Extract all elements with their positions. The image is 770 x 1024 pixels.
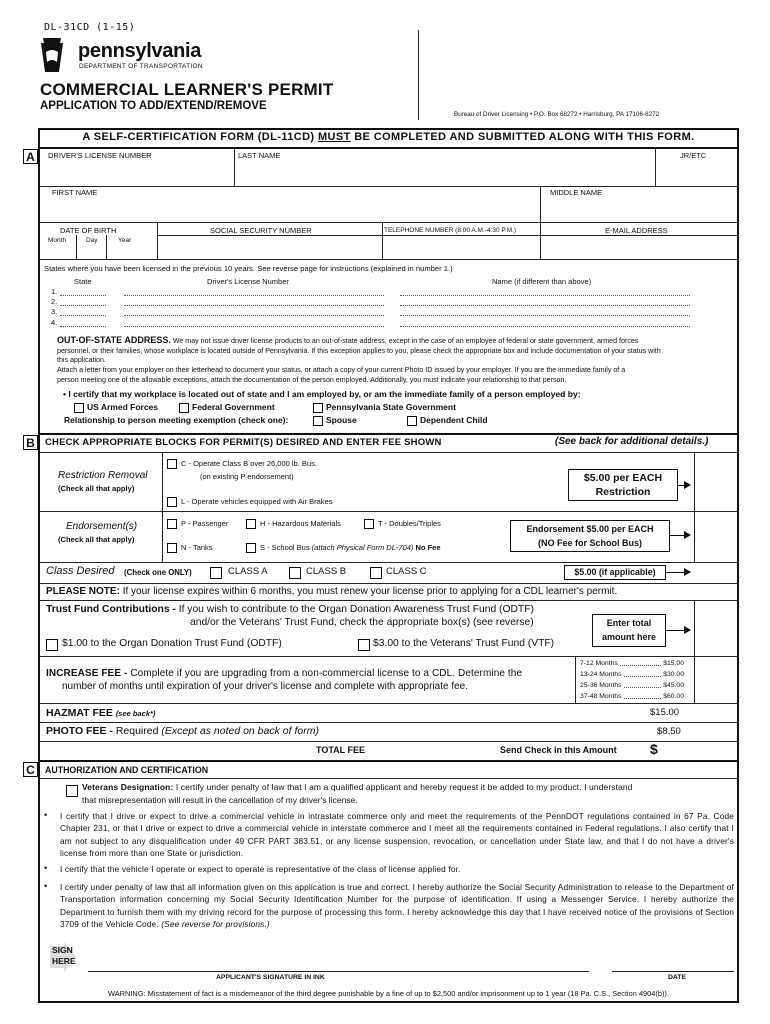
veterans-line1: Veterans Designation: I certify under penalty of law that I am a qualified applicant and hereby request it be added to my product. I understand xyxy=(82,782,633,792)
send-check-label: Send Check in this Amount xyxy=(500,745,617,755)
warning-text: WARNING: Misstatement of fact is a misdemeanor of the third degree punishable by a fine of up to $2,500 and/or imprisonment up to 1 year (18 Pa. C.S., Section 4904(b)). xyxy=(108,989,669,998)
last-name-label: LAST NAME xyxy=(238,151,281,160)
arrow-icon xyxy=(666,572,690,573)
section-c-heading: AUTHORIZATION AND CERTIFICATION xyxy=(45,765,209,775)
dl-entry-line[interactable] xyxy=(124,305,384,306)
dl-entry-line[interactable] xyxy=(124,295,384,296)
total-fee-label: TOTAL FEE xyxy=(316,745,366,755)
ssn-field[interactable] xyxy=(160,237,380,258)
total-amount-field[interactable] xyxy=(662,744,736,758)
certification-3: I certify under penalty of law that all information given on this application is true and correct. I hereby authorize the Social Security Administration to release to the Department of Transportation information concerning my Social Security Identification Number for the purpose of identification. If using a Messenger Service, I hereby authorize the Department to furnish them with my driving record for the purpose of processing this form. I hereby acknowledge this day that I have received notice of the provisions of Section 3709 of the Vehicle Code. (See reverse for provisions.) xyxy=(60,882,734,930)
bullet-icon: • xyxy=(44,863,48,873)
telephone-label: TELEPHONE NUMBER (8:00 A.M.-4:30 P.M.) xyxy=(384,227,517,234)
fee-table-row: 7-12 Months $15.00 xyxy=(580,660,684,667)
class-desired-label: Class Desired xyxy=(46,565,115,577)
signature-label: APPLICANT'S SIGNATURE IN INK xyxy=(216,974,325,981)
endorse-h-checkbox[interactable] xyxy=(246,519,256,529)
veterans-checkbox[interactable] xyxy=(66,785,78,797)
workplace-certify: • I certify that my workplace is located out of state and I am employed by, or am the immediate family of a person employed by: xyxy=(63,389,581,399)
arrow-icon xyxy=(666,630,690,631)
date-label: DATE xyxy=(668,974,686,981)
ssn-label: SOCIAL SECURITY NUMBER xyxy=(210,226,312,235)
dob-month-label: Month xyxy=(48,237,67,244)
first-name-field[interactable] xyxy=(42,197,537,220)
state-row-number: 3. xyxy=(51,307,58,316)
trust-fund-line2: and/or the Veterans' Trust Fund, check the appropriate box(s) (see reverse) xyxy=(190,617,534,628)
dollar-sign: $ xyxy=(650,741,658,757)
email-label: E-MAIL ADDRESS xyxy=(605,226,668,235)
restriction-c-label: C - Operate Class B over 26,000 lb. Bus. xyxy=(181,459,317,468)
page-title: COMMERCIAL LEARNER'S PERMIT xyxy=(40,80,334,99)
logo-name: pennsylvania xyxy=(78,40,202,62)
logo-subtitle: DEPARTMENT OF TRANSPORTATION xyxy=(79,63,203,70)
keystone-logo-icon xyxy=(40,38,64,72)
state-entry-line[interactable] xyxy=(60,326,106,327)
date-field[interactable] xyxy=(612,950,734,970)
check-all-endorsement: (Check all that apply) xyxy=(58,535,135,544)
bullet-icon: • xyxy=(44,881,48,891)
odtf-checkbox[interactable] xyxy=(46,639,58,651)
arrow-icon xyxy=(670,535,690,536)
hazmat-fee-value: $15.00 xyxy=(650,707,680,718)
trust-total-box: Enter total amount here xyxy=(592,614,666,647)
bullet-icon: • xyxy=(44,810,48,820)
certification-1: I certify that I drive or expect to drive a commercial vehicle in intrastate commerce only and meet the requirements of the PennDOT regulations contained in 67 Pa. Code Chapter 231, or that I drive or expect to drive a commercial vehicle in interstate commerce and I meet all the requirements contained in Federal regulations. I also certify that I am not subject to any disqualification under 49 CFR PART 383.51, or any license suspension, revocation, or cancellation under State law, and that I do not have a driver's license from more than one State or jurisdiction. xyxy=(60,811,734,859)
federal-gov-checkbox[interactable] xyxy=(179,403,189,413)
armed-forces-checkbox[interactable] xyxy=(74,403,84,413)
col-dl-number: Driver's License Number xyxy=(207,277,289,286)
restriction-removal-label: Restriction Removal xyxy=(58,470,148,481)
veterans-line2: that misrepresentation will result in the cancellation of my driver's license. xyxy=(82,795,358,805)
armed-forces-label: US Armed Forces xyxy=(87,402,159,412)
section-b-heading: CHECK APPROPRIATE BLOCKS FOR PERMIT(S) DESIRED AND ENTER FEE SHOWN xyxy=(45,437,442,448)
vtf-label: $3.00 to the Veterans' Trust Fund (VTF) xyxy=(373,638,555,649)
restriction-l-checkbox[interactable] xyxy=(167,497,177,507)
dl-entry-line[interactable] xyxy=(124,315,384,316)
odtf-label: $1.00 to the Organ Donation Trust Fund (ODTF) xyxy=(62,638,282,649)
state-row-number: 4. xyxy=(51,318,58,327)
state-row-number: 2. xyxy=(51,297,58,306)
email-field[interactable] xyxy=(543,237,736,258)
photo-fee-value: $8.50 xyxy=(657,726,681,737)
increase-fee-line1: INCREASE FEE - Complete if you are upgrading from a non-commercial license to a CDL. Determine the xyxy=(46,668,523,679)
endorse-s-checkbox[interactable] xyxy=(246,543,256,553)
last-name-field[interactable] xyxy=(237,160,653,184)
col-other-name: Name (if different than above) xyxy=(492,277,592,286)
endorse-s-label: S - School Bus (attach Physical Form DL-704) No Fee xyxy=(260,543,441,552)
pa-state-gov-checkbox[interactable] xyxy=(313,403,323,413)
dob-year-label: Year xyxy=(118,237,132,244)
class-a-label: CLASS A xyxy=(228,566,268,577)
check-all-restriction: (Check all that apply) xyxy=(58,484,135,493)
class-b-checkbox[interactable] xyxy=(289,567,301,579)
hazmat-fee-label: HAZMAT FEE (see back*) xyxy=(46,707,156,719)
first-name-label: FIRST NAME xyxy=(52,188,98,197)
jr-etc-label: JR/ETC xyxy=(680,151,707,160)
endorse-n-label: N - Tanks xyxy=(181,543,213,552)
class-fee-box: $5.00 (if applicable) xyxy=(564,565,666,580)
trust-fund-line1: Trust Fund Contributions - If you wish to contribute to the Organ Donation Awareness Trust Fund (ODTF) xyxy=(46,604,534,615)
fee-table-row: 25-36 Months $45.00 xyxy=(580,682,684,689)
bureau-address: Bureau of Driver Licensing • P.O. Box 68272 • Harrisburg, PA 17106-8272 xyxy=(454,111,660,118)
see-back-note: (See back for additional details.) xyxy=(555,436,709,447)
page-subtitle: APPLICATION TO ADD/EXTEND/REMOVE xyxy=(40,100,267,112)
state-entry-line[interactable] xyxy=(60,305,106,306)
endorse-p-checkbox[interactable] xyxy=(167,519,177,529)
dl-number-field[interactable] xyxy=(42,160,232,184)
endorse-h-label: H - Hazardous Materials xyxy=(260,519,341,528)
jr-etc-field[interactable] xyxy=(658,160,736,184)
relationship-label: Relationship to person meeting exemption (check one): xyxy=(64,415,289,425)
increase-fee-line2: number of months until expiration of your driver's license and complete with appropriate fee. xyxy=(62,681,469,692)
check-one-note: (Check one ONLY) xyxy=(124,568,192,577)
state-row-number: 1. xyxy=(51,287,58,296)
state-entry-line[interactable] xyxy=(60,295,106,296)
endorse-t-checkbox[interactable] xyxy=(364,519,374,529)
signature-field[interactable] xyxy=(90,950,590,970)
dob-day-label: Day xyxy=(86,237,98,244)
middle-name-label: MIDDLE NAME xyxy=(550,188,603,197)
section-b-marker: B xyxy=(23,435,38,450)
increase-fee-table xyxy=(580,658,684,702)
self-cert-banner: A SELF-CERTIFICATION FORM (DL-11CD) MUST BE COMPLETED AND SUBMITTED ALONG WITH THIS FORM. xyxy=(82,131,695,143)
class-b-label: CLASS B xyxy=(306,566,347,577)
sign-here-label: SIGN HERE xyxy=(52,945,76,966)
class-c-label: CLASS C xyxy=(386,566,427,577)
col-state: State xyxy=(74,277,92,286)
name-entry-line[interactable] xyxy=(400,295,690,296)
state-entry-line[interactable] xyxy=(60,315,106,316)
dob-label: DATE OF BIRTH xyxy=(60,226,117,235)
endorsement-fee-box: Endorsement $5.00 per EACH (NO Fee for School Bus) xyxy=(510,520,670,552)
class-c-checkbox[interactable] xyxy=(370,567,382,579)
class-a-checkbox[interactable] xyxy=(210,567,222,579)
certification-2: I certify that the vehicle I operate or expect to operate is representative of the class of license applied for. xyxy=(60,864,461,874)
restriction-fee-box: $5.00 per EACH Restriction xyxy=(568,469,678,501)
photo-fee-label: PHOTO FEE - Required (Except as noted on back of form) xyxy=(46,725,319,737)
please-note: PLEASE NOTE: If your license expires within 6 months, you must renew your license prior to applying for a CDL learner's permit. xyxy=(46,586,618,597)
dependent-child-checkbox[interactable] xyxy=(407,416,417,426)
dl-number-label: DRIVER'S LICENSE NUMBER xyxy=(48,151,152,160)
dependent-child-label: Dependent Child xyxy=(420,415,488,425)
dob-field[interactable] xyxy=(42,246,155,258)
section-a-marker: A xyxy=(23,149,38,164)
restriction-c-note: (on existing P endorsement) xyxy=(200,472,294,481)
dl-entry-line[interactable] xyxy=(124,326,384,327)
form-code: DL-31CD (1-15) xyxy=(44,22,136,33)
endorse-p-label: P - Passenger xyxy=(181,519,229,528)
spouse-label: Spouse xyxy=(326,415,357,425)
name-entry-line[interactable] xyxy=(400,305,690,306)
fee-table-row: 37-48 Months $60.00 xyxy=(580,693,684,700)
spouse-checkbox[interactable] xyxy=(313,416,323,426)
restriction-c-checkbox[interactable] xyxy=(167,459,177,469)
restriction-l-label: L - Operate vehicles equipped with Air Brakes xyxy=(181,497,333,506)
telephone-field[interactable] xyxy=(385,237,538,258)
endorsement-label: Endorsement(s) xyxy=(66,521,138,532)
federal-gov-label: Federal Government xyxy=(192,402,275,412)
name-entry-line[interactable] xyxy=(400,315,690,316)
fee-table-row: 13-24 Months $30.00 xyxy=(580,671,684,678)
section-c-marker: C xyxy=(23,762,38,777)
endorse-t-label: T - Doubles/Triples xyxy=(378,519,441,528)
vtf-checkbox[interactable] xyxy=(358,639,370,651)
out-of-state-block: OUT-OF-STATE ADDRESS. We may not issue driver license products to an out-of-state address, except in the case of an employee of federal or state government, armed forces personnel, or their families, whose workplace is located outside of Pennsylvania. If this exception applies to you, please check the appropriate box and include documentation of your status with this application. Attach a letter from your employer on their letterhead to document your status, or attach a copy of your current Photo ID issued by your employer. If you are the immediate family of a person meeting one of the allowable exceptions, attach the documentation of the person employed. Additionally, you must indicate your relationship to that person. xyxy=(57,335,661,384)
name-entry-line[interactable] xyxy=(400,326,690,327)
states-intro: States where you have been licensed in the previous 10 years. See reverse page for instructions (explained in number 1.) xyxy=(44,264,453,273)
endorse-n-checkbox[interactable] xyxy=(167,543,177,553)
pa-state-gov-label: Pennsylvania State Government xyxy=(326,402,456,412)
middle-name-field[interactable] xyxy=(543,197,736,220)
arrow-icon xyxy=(678,485,690,486)
